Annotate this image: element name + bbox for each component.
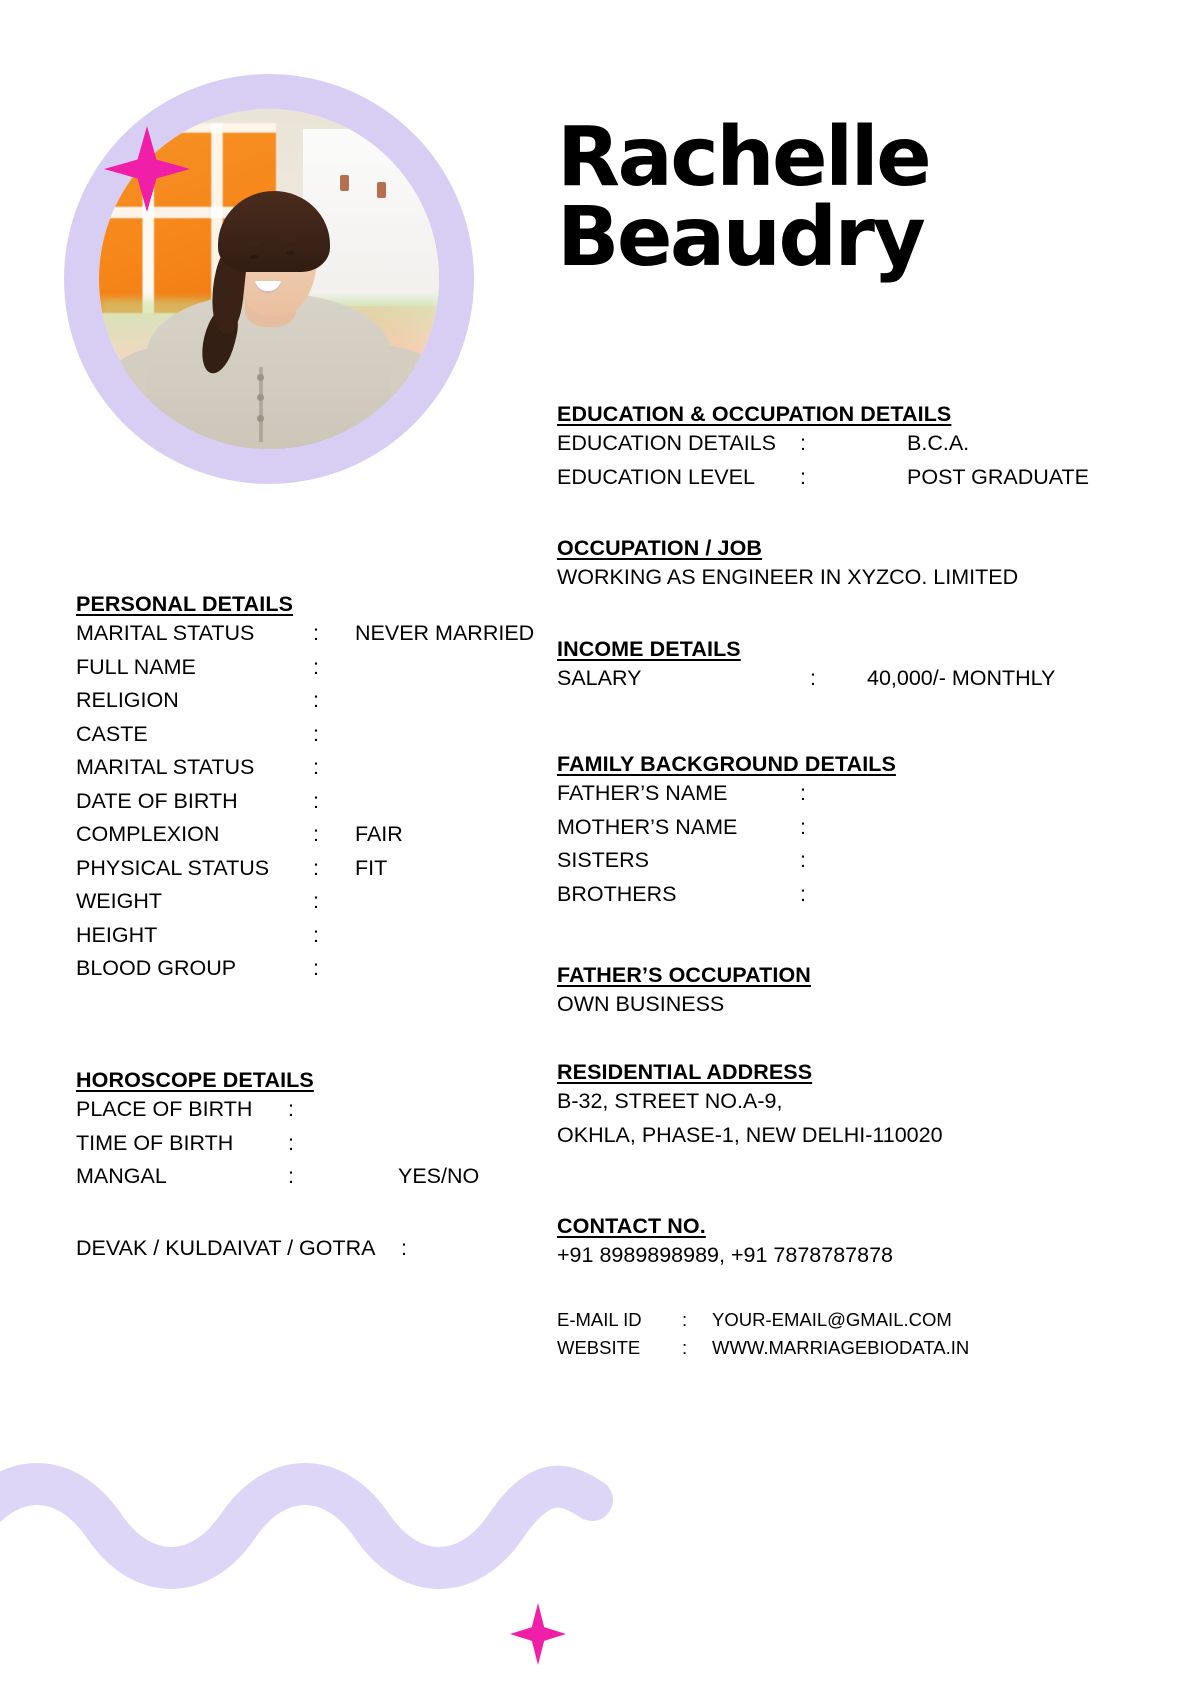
row-separator: : xyxy=(313,956,319,980)
phone-numbers: +91 8989898989, +91 7878787878 xyxy=(557,1243,893,1267)
family-row xyxy=(557,878,1117,912)
row-separator: : xyxy=(800,781,806,805)
contact-links-section xyxy=(557,1306,1117,1362)
row-label: E-MAIL ID xyxy=(557,1309,642,1330)
row-label: BLOOD GROUP xyxy=(76,956,237,980)
row-value: POST GRADUATE xyxy=(907,464,1089,489)
row-separator: : xyxy=(313,788,319,813)
education-heading: EDUCATION & OCCUPATION DETAILS xyxy=(557,402,952,426)
personal-row xyxy=(76,852,546,886)
row-label: SALARY xyxy=(557,666,642,690)
row-label: RELIGION xyxy=(76,688,179,712)
row-label: FULL NAME xyxy=(76,654,196,679)
personal-row xyxy=(76,718,546,752)
row-separator: : xyxy=(313,688,319,712)
row-label: WEIGHT xyxy=(76,889,162,913)
horoscope-section xyxy=(76,1068,546,1194)
income-section xyxy=(557,637,1117,696)
row-label: PHYSICAL STATUS xyxy=(76,855,270,880)
devak-row xyxy=(76,1232,546,1266)
row-separator: : xyxy=(800,814,806,839)
address-heading: RESIDENTIAL ADDRESS xyxy=(557,1060,813,1084)
father-occupation-section xyxy=(557,963,1117,1022)
row-label: FATHER’S NAME xyxy=(557,781,728,805)
row-label: MOTHER’S NAME xyxy=(557,814,738,839)
row-label: CASTE xyxy=(76,721,148,746)
father-occupation-text: OWN BUSINESS xyxy=(557,992,725,1016)
row-separator: : xyxy=(682,1337,688,1358)
row-separator: : xyxy=(313,654,319,679)
contact-section xyxy=(557,1214,1117,1273)
row-separator: : xyxy=(313,889,319,913)
row-label: MARITAL STATUS xyxy=(76,621,255,645)
personal-row xyxy=(76,651,546,685)
contact-heading: CONTACT NO. xyxy=(557,1214,706,1238)
row-label: EDUCATION DETAILS xyxy=(557,431,777,455)
row-separator: : xyxy=(313,755,319,779)
row-label: MANGAL xyxy=(76,1164,167,1188)
personal-row xyxy=(76,885,546,919)
row-separator: : xyxy=(800,848,806,872)
row-separator: : xyxy=(288,1130,294,1155)
row-separator: : xyxy=(401,1236,407,1260)
email-row xyxy=(557,1306,1117,1334)
family-row xyxy=(557,844,1117,878)
personal-row xyxy=(76,818,546,852)
row-value: NEVER MARRIED xyxy=(355,621,535,645)
website-row xyxy=(557,1334,1117,1362)
personal-row xyxy=(76,751,546,785)
row-separator: : xyxy=(682,1309,688,1330)
occupation-section xyxy=(557,536,1117,595)
row-value: B.C.A. xyxy=(907,431,970,455)
personal-row xyxy=(76,684,546,718)
row-label: SISTERS xyxy=(557,848,649,872)
row-separator: : xyxy=(313,621,319,645)
family-row xyxy=(557,777,1117,811)
row-separator: : xyxy=(313,922,319,947)
row-label: DEVAK / KULDAIVAT / GOTRA xyxy=(76,1236,376,1260)
row-value: FIT xyxy=(355,855,388,880)
row-separator: : xyxy=(313,721,319,746)
education-section xyxy=(557,402,1117,494)
family-section xyxy=(557,752,1117,911)
horoscope-heading: HOROSCOPE DETAILS xyxy=(76,1068,314,1092)
row-value: FAIR xyxy=(355,822,403,846)
devak-section xyxy=(76,1232,546,1266)
row-separator: : xyxy=(800,881,806,906)
income-row xyxy=(557,662,1117,696)
personal-row xyxy=(76,919,546,953)
row-value: 40,000/- MONTHLY xyxy=(867,666,1056,690)
row-label: EDUCATION LEVEL xyxy=(557,464,755,489)
first-name: Rachelle xyxy=(557,110,930,205)
row-label: DATE OF BIRTH xyxy=(76,788,238,813)
personal-row xyxy=(76,952,546,986)
horoscope-row xyxy=(76,1127,546,1161)
income-heading: INCOME DETAILS xyxy=(557,637,741,661)
row-separator: : xyxy=(800,464,806,489)
personal-row xyxy=(76,785,546,819)
occupation-text: WORKING AS ENGINEER IN XYZCO. LIMITED xyxy=(557,565,1019,589)
row-label: TIME OF BIRTH xyxy=(76,1130,234,1155)
row-separator: : xyxy=(313,855,319,880)
row-separator: : xyxy=(288,1164,294,1188)
father-occupation-heading: FATHER’S OCCUPATION xyxy=(557,963,811,987)
row-separator: : xyxy=(313,822,319,846)
email-value: YOUR-EMAIL@GMAIL.COM xyxy=(712,1309,952,1330)
row-label: PLACE OF BIRTH xyxy=(76,1097,253,1121)
row-label: BROTHERS xyxy=(557,881,677,906)
family-row xyxy=(557,811,1117,845)
address-section xyxy=(557,1060,1117,1152)
row-label: COMPLEXION xyxy=(76,822,220,846)
wave-decoration xyxy=(0,1430,620,1610)
education-row xyxy=(557,461,1117,495)
sparkle-icon xyxy=(510,1603,566,1665)
address-line-1: B-32, STREET NO.A-9, xyxy=(557,1089,783,1113)
row-separator: : xyxy=(800,431,806,455)
personal-details-section xyxy=(76,592,546,986)
profile-photo-frame xyxy=(64,74,474,484)
address-line-2: OKHLA, PHASE-1, NEW DELHI-110020 xyxy=(557,1122,943,1147)
family-heading: FAMILY BACKGROUND DETAILS xyxy=(557,752,896,776)
personal-row xyxy=(76,617,546,651)
website-value: WWW.MARRIAGEBIODATA.IN xyxy=(712,1337,970,1358)
row-value: YES/NO xyxy=(398,1164,480,1188)
row-separator: : xyxy=(810,666,816,690)
last-name: Beaudry xyxy=(557,189,924,285)
occupation-heading: OCCUPATION / JOB xyxy=(557,536,763,560)
horoscope-row xyxy=(76,1160,546,1194)
row-label: WEBSITE xyxy=(557,1337,641,1358)
horoscope-row xyxy=(76,1093,546,1127)
education-row xyxy=(557,427,1117,461)
row-label: HEIGHT xyxy=(76,922,158,947)
page-title xyxy=(557,110,1157,285)
row-separator: : xyxy=(288,1097,294,1121)
personal-details-heading: PERSONAL DETAILS xyxy=(76,592,294,616)
row-label: MARITAL STATUS xyxy=(76,755,255,779)
